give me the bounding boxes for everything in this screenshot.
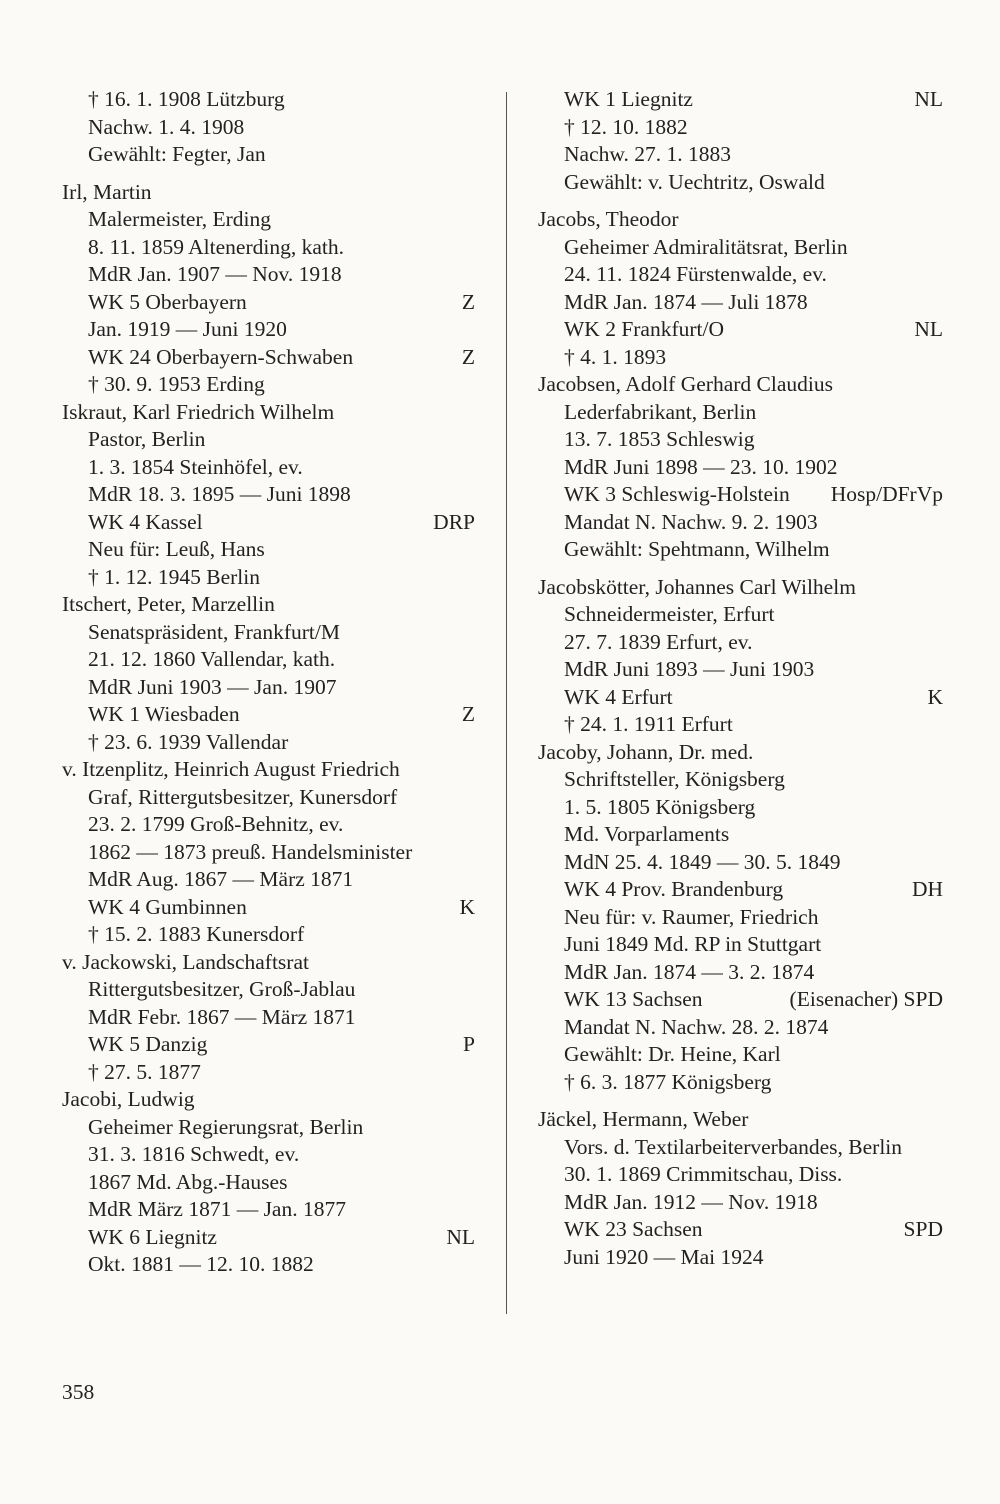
line-text: Gewählt: v. Uechtritz, Oswald bbox=[564, 169, 825, 194]
line-text: MdR Jan. 1874 — Juli 1878 bbox=[564, 289, 808, 314]
entry-detail-line bbox=[62, 426, 475, 454]
line-text: WK 13 Sachsen bbox=[564, 987, 703, 1011]
entry-name-line bbox=[538, 1106, 943, 1134]
entry-detail-line bbox=[62, 289, 475, 317]
line-text: WK 3 Schleswig-Holstein bbox=[564, 482, 790, 506]
line-text: 1. 3. 1854 Steinhöfel, ev. bbox=[88, 454, 303, 479]
line-text: † 4. 1. 1893 bbox=[564, 344, 667, 369]
line-text: Graf, Rittergutsbesitzer, Kunersdorf bbox=[88, 784, 398, 809]
line-text: Gewählt: Spehtmann, Wilhelm bbox=[564, 537, 830, 561]
line-text: Irl, Martin bbox=[62, 179, 152, 204]
entry-name-line bbox=[538, 574, 943, 602]
line-text: Schneidermeister, Erfurt bbox=[564, 602, 775, 626]
line-text: Jacobs, Theodor bbox=[538, 207, 679, 231]
entry-name-line bbox=[62, 179, 475, 207]
entry-detail-line bbox=[62, 371, 475, 399]
line-text: MdR 18. 3. 1895 — Juni 1898 bbox=[88, 482, 351, 506]
line-text: Jacobskötter, Johannes Carl Wilhelm bbox=[538, 574, 856, 599]
entry-detail-line bbox=[62, 646, 475, 674]
entry-detail-line bbox=[538, 1014, 943, 1042]
line-text: WK 1 Liegnitz bbox=[564, 87, 693, 111]
party-label: (Eisenacher) SPD bbox=[789, 987, 943, 1011]
line-text: Nachw. 27. 1. 1883 bbox=[564, 142, 731, 166]
line-text: Malermeister, Erding bbox=[88, 207, 272, 231]
line-text: WK 4 Gumbinnen bbox=[88, 894, 247, 919]
line-text: 13. 7. 1853 Schleswig bbox=[564, 427, 755, 451]
entry-detail-line bbox=[538, 454, 943, 482]
entry-detail-line bbox=[538, 426, 943, 454]
line-text: Jacobi, Ludwig bbox=[62, 1087, 195, 1111]
line-text: 1862 — 1873 preuß. Handelsminister bbox=[88, 839, 413, 864]
entry-detail-line bbox=[538, 289, 943, 317]
line-text: WK 23 Sachsen bbox=[564, 1217, 703, 1241]
line-text: Mandat N. Nachw. 9. 2. 1903 bbox=[564, 509, 818, 534]
entry-detail-line bbox=[538, 931, 943, 959]
entry-detail-line bbox=[538, 1189, 943, 1217]
entry-detail-line bbox=[62, 976, 475, 1004]
line-text: Neu für: v. Raumer, Friedrich bbox=[564, 904, 819, 929]
party-label: DH bbox=[911, 877, 943, 901]
line-text: † 15. 2. 1883 Kunersdorf bbox=[88, 922, 305, 946]
line-text: Gewählt: Dr. Heine, Karl bbox=[564, 1042, 781, 1066]
line-text: Md. Vorparlaments bbox=[564, 822, 730, 846]
entry-detail-line bbox=[538, 1161, 943, 1189]
entry-detail-line bbox=[62, 536, 475, 564]
entry-detail-line bbox=[538, 711, 943, 739]
line-text: Geheimer Admiralitätsrat, Berlin bbox=[564, 234, 848, 259]
party-label: K bbox=[459, 894, 475, 919]
line-text: Juni 1920 — Mai 1924 bbox=[564, 1244, 764, 1269]
entry-detail-line bbox=[62, 114, 475, 142]
entry-detail-line bbox=[62, 481, 475, 509]
line-text: Schriftsteller, Königsberg bbox=[564, 767, 785, 791]
line-text: 1867 Md. Abg.-Hauses bbox=[88, 1169, 288, 1194]
line-text: 30. 1. 1869 Crimmitschau, Diss. bbox=[564, 1162, 843, 1186]
entry-detail-line bbox=[538, 1134, 943, 1162]
line-text: MdR März 1871 — Jan. 1877 bbox=[88, 1197, 346, 1221]
entry-name-line bbox=[538, 371, 943, 399]
line-text: v. Jackowski, Landschaftsrat bbox=[62, 949, 309, 974]
entry-detail-line bbox=[538, 316, 943, 344]
entry-detail-line bbox=[538, 904, 943, 932]
entry-detail-line bbox=[538, 629, 943, 657]
line-text: † 30. 9. 1953 Erding bbox=[88, 372, 265, 396]
line-text: 24. 11. 1824 Fürstenwalde, ev. bbox=[564, 262, 827, 286]
line-text: WK 2 Frankfurt/O bbox=[564, 317, 725, 341]
entry-detail-line bbox=[538, 399, 943, 427]
entry-detail-line bbox=[538, 656, 943, 684]
entry-detail-line bbox=[62, 86, 475, 114]
entry-detail-line bbox=[538, 684, 943, 712]
party-label: NL bbox=[914, 87, 943, 111]
entry-detail-line bbox=[62, 866, 475, 894]
entry-detail-line bbox=[538, 959, 943, 987]
party-label: SPD bbox=[903, 1217, 943, 1241]
line-text: † 1. 12. 1945 Berlin bbox=[88, 564, 260, 589]
entry-gap bbox=[62, 169, 475, 179]
entry-detail-line bbox=[62, 701, 475, 729]
entry-detail-line bbox=[538, 536, 943, 564]
entry-detail-line bbox=[538, 169, 943, 197]
line-text: Pastor, Berlin bbox=[88, 427, 206, 451]
entry-detail-line bbox=[538, 1216, 943, 1244]
line-text: Itschert, Peter, Marzellin bbox=[62, 592, 275, 616]
entry-detail-line bbox=[62, 1004, 475, 1032]
entry-detail-line bbox=[62, 261, 475, 289]
line-text: 8. 11. 1859 Altenerding, kath. bbox=[88, 234, 344, 259]
line-text: 23. 2. 1799 Groß-Behnitz, ev. bbox=[88, 812, 344, 836]
entry-detail-line bbox=[538, 141, 943, 169]
line-text: WK 4 Kassel bbox=[88, 509, 203, 534]
entry-detail-line bbox=[538, 1041, 943, 1069]
entry-detail-line bbox=[62, 1141, 475, 1169]
line-text: 27. 7. 1839 Erfurt, ev. bbox=[564, 629, 753, 654]
entry-name-line bbox=[62, 1086, 475, 1114]
line-text: † 23. 6. 1939 Vallendar bbox=[88, 729, 289, 754]
line-text: MdR Jan. 1912 — Nov. 1918 bbox=[564, 1189, 818, 1214]
entry-detail-line bbox=[62, 206, 475, 234]
party-label: Hosp/DFrVp bbox=[830, 482, 943, 506]
line-text: Senatspräsident, Frankfurt/M bbox=[88, 619, 340, 644]
entry-detail-line bbox=[62, 1224, 475, 1252]
entry-detail-line bbox=[538, 849, 943, 877]
line-text: † 16. 1. 1908 Lützburg bbox=[88, 87, 285, 111]
entry-detail-line bbox=[62, 509, 475, 537]
entry-detail-line bbox=[62, 811, 475, 839]
entry-detail-line bbox=[62, 316, 475, 344]
entry-detail-line bbox=[62, 1169, 475, 1197]
entry-detail-line bbox=[538, 766, 943, 794]
entry-detail-line bbox=[62, 729, 475, 757]
party-label: Z bbox=[461, 702, 475, 726]
entry-detail-line bbox=[62, 234, 475, 262]
page-number: 358 bbox=[62, 1380, 95, 1404]
entry-detail-line bbox=[538, 509, 943, 537]
line-text: Gewählt: Fegter, Jan bbox=[88, 142, 266, 166]
entry-detail-line bbox=[62, 454, 475, 482]
line-text: MdR Febr. 1867 — März 1871 bbox=[88, 1004, 356, 1029]
line-text: Mandat N. Nachw. 28. 2. 1874 bbox=[564, 1014, 829, 1039]
line-text: WK 24 Oberbayern-Schwaben bbox=[88, 344, 354, 369]
entry-detail-line bbox=[62, 674, 475, 702]
line-text: WK 4 Prov. Brandenburg bbox=[564, 877, 784, 901]
party-label: Z bbox=[461, 289, 475, 314]
right-column bbox=[538, 86, 943, 1271]
entry-detail-line bbox=[538, 821, 943, 849]
party-label: NL bbox=[446, 1224, 475, 1249]
entry-detail-line bbox=[62, 839, 475, 867]
line-text: Jacobsen, Adolf Gerhard Claudius bbox=[538, 372, 833, 396]
line-text: † 27. 5. 1877 bbox=[88, 1059, 201, 1084]
entry-name-line bbox=[62, 949, 475, 977]
line-text: MdN 25. 4. 1849 — 30. 5. 1849 bbox=[564, 849, 841, 874]
line-text: Lederfabrikant, Berlin bbox=[564, 399, 757, 424]
line-text: Rittergutsbesitzer, Groß-Jablau bbox=[88, 977, 356, 1001]
entry-detail-line bbox=[62, 894, 475, 922]
entry-detail-line bbox=[62, 1059, 475, 1087]
line-text: MdR Jan. 1874 — 3. 2. 1874 bbox=[564, 959, 815, 984]
entry-detail-line bbox=[62, 1031, 475, 1059]
line-text: v. Itzenplitz, Heinrich August Friedrich bbox=[62, 757, 400, 781]
entry-detail-line bbox=[538, 114, 943, 142]
line-text: Okt. 1881 — 12. 10. 1882 bbox=[88, 1252, 314, 1276]
entry-gap bbox=[538, 196, 943, 206]
line-text: Nachw. 1. 4. 1908 bbox=[88, 114, 245, 139]
entry-detail-line bbox=[538, 876, 943, 904]
line-text: † 12. 10. 1882 bbox=[564, 114, 688, 139]
entry-detail-line bbox=[538, 481, 943, 509]
entry-detail-line bbox=[62, 921, 475, 949]
entry-detail-line bbox=[62, 1251, 475, 1279]
entry-detail-line bbox=[62, 141, 475, 169]
line-text: 1. 5. 1805 Königsberg bbox=[564, 794, 756, 819]
entry-name-line bbox=[538, 206, 943, 234]
line-text: Vors. d. Textilarbeiterverbandes, Berlin bbox=[564, 1134, 903, 1159]
entry-detail-line bbox=[538, 1244, 943, 1272]
line-text: MdR Aug. 1867 — März 1871 bbox=[88, 867, 354, 891]
entry-name-line bbox=[538, 739, 943, 767]
left-column bbox=[62, 86, 475, 1279]
entry-detail-line bbox=[538, 601, 943, 629]
line-text: 31. 3. 1816 Schwedt, ev. bbox=[88, 1142, 300, 1166]
entry-detail-line bbox=[62, 344, 475, 372]
line-text: WK 5 Oberbayern bbox=[88, 289, 247, 314]
entry-detail-line bbox=[538, 86, 943, 114]
line-text: MdR Jan. 1907 — Nov. 1918 bbox=[88, 262, 342, 286]
column-divider bbox=[506, 92, 507, 1314]
entry-detail-line bbox=[62, 1196, 475, 1224]
line-text: † 24. 1. 1911 Erfurt bbox=[564, 712, 733, 736]
party-label: Z bbox=[461, 344, 475, 369]
entry-detail-line bbox=[62, 1114, 475, 1142]
entry-gap bbox=[538, 1096, 943, 1106]
line-text: 21. 12. 1860 Vallendar, kath. bbox=[88, 647, 336, 671]
line-text: MdR Juni 1898 — 23. 10. 1902 bbox=[564, 454, 838, 479]
entry-detail-line bbox=[538, 1069, 943, 1097]
line-text: MdR Juni 1893 — Juni 1903 bbox=[564, 657, 815, 681]
line-text: Iskraut, Karl Friedrich Wilhelm bbox=[62, 399, 335, 424]
entry-detail-line bbox=[62, 619, 475, 647]
entry-detail-line bbox=[62, 784, 475, 812]
party-label: DRP bbox=[433, 509, 475, 534]
line-text: Jacoby, Johann, Dr. med. bbox=[538, 739, 754, 764]
party-label: K bbox=[927, 684, 943, 709]
line-text: WK 5 Danzig bbox=[88, 1032, 208, 1056]
line-text: WK 4 Erfurt bbox=[564, 684, 673, 709]
entry-detail-line bbox=[538, 261, 943, 289]
party-label: P bbox=[463, 1032, 475, 1056]
entry-detail-line bbox=[538, 344, 943, 372]
line-text: Jäckel, Hermann, Weber bbox=[538, 1107, 749, 1131]
party-label: NL bbox=[914, 317, 943, 341]
entry-detail-line bbox=[538, 986, 943, 1014]
entry-detail-line bbox=[62, 564, 475, 592]
line-text: Neu für: Leuß, Hans bbox=[88, 537, 265, 561]
line-text: Jan. 1919 — Juni 1920 bbox=[88, 317, 287, 341]
line-text: WK 1 Wiesbaden bbox=[88, 702, 240, 726]
line-text: WK 6 Liegnitz bbox=[88, 1224, 217, 1249]
line-text: MdR Juni 1903 — Jan. 1907 bbox=[88, 674, 337, 699]
entry-detail-line bbox=[538, 794, 943, 822]
line-text: Juni 1849 Md. RP in Stuttgart bbox=[564, 932, 822, 956]
line-text: Geheimer Regierungsrat, Berlin bbox=[88, 1114, 364, 1139]
entry-detail-line bbox=[538, 234, 943, 262]
line-text: † 6. 3. 1877 Königsberg bbox=[564, 1069, 772, 1094]
entry-gap bbox=[538, 564, 943, 574]
entry-name-line bbox=[62, 591, 475, 619]
entry-name-line bbox=[62, 756, 475, 784]
entry-name-line bbox=[62, 399, 475, 427]
